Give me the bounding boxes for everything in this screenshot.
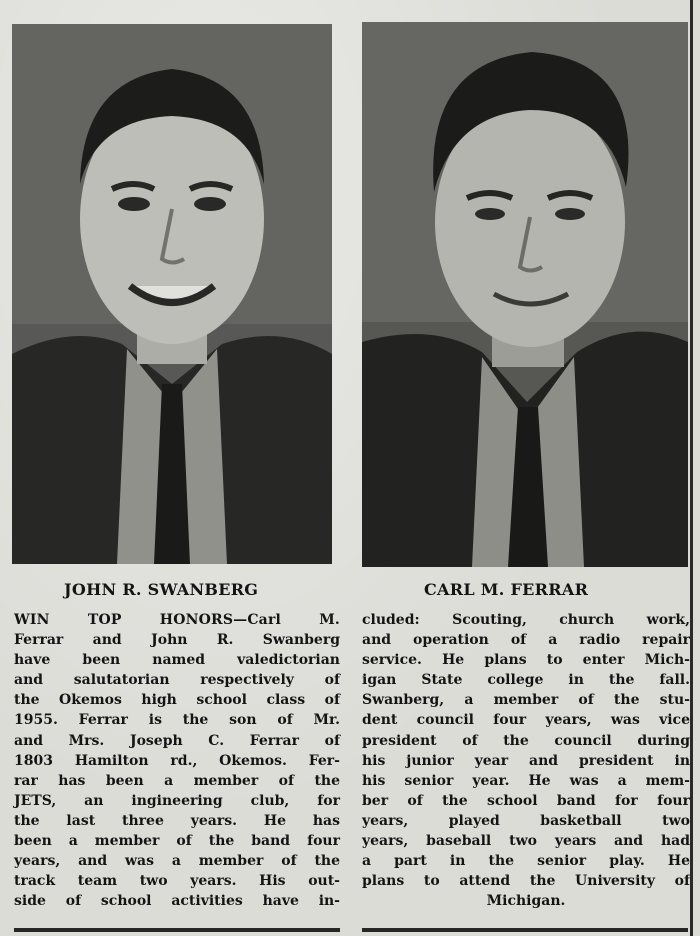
portrait-left-image — [12, 24, 332, 564]
article-line: years, and was a member of the — [14, 853, 340, 870]
article-line: track team two years. His out- — [14, 873, 340, 890]
column-rule — [690, 0, 693, 936]
article-line: Michigan. — [486, 893, 566, 910]
article-line: the Okemos high school class of — [14, 692, 340, 709]
caption-carl-ferrar: CARL M. FERRAR — [424, 580, 589, 599]
article-line: JETS, an ingineering club, for — [14, 792, 340, 809]
article-line: WIN TOP HONORS—Carl M. — [14, 612, 340, 628]
article-line: igan State college in the fall. — [362, 672, 690, 689]
article-line: years, played basketball two — [362, 812, 690, 829]
photo-carl-ferrar — [362, 22, 688, 567]
article-column-left — [14, 610, 340, 911]
bottom-rule-right — [362, 928, 688, 932]
article-line: have been named valedictorian — [14, 652, 340, 669]
article-line: and salutatorian respectively of — [14, 672, 340, 689]
article-line: dent council four years, was vice — [362, 712, 690, 729]
article-line: 1955. Ferrar is the son of Mr. — [14, 712, 340, 729]
article-line: plans to attend the University of — [362, 873, 690, 890]
article-line: cluded: Scouting, church work, — [362, 612, 690, 628]
article-column-right — [362, 610, 690, 911]
article-line: Swanberg, a member of the stu- — [362, 692, 690, 709]
article-line: president of the council during — [362, 732, 690, 749]
article-line: the last three years. He has — [14, 812, 340, 829]
caption-john-swanberg: JOHN R. SWANBERG — [64, 580, 259, 599]
article-line: and operation of a radio repair — [362, 632, 690, 649]
article-line: service. He plans to enter Mich- — [362, 652, 690, 669]
article-line: 1803 Hamilton rd., Okemos. Fer- — [14, 752, 340, 769]
bottom-rule-left — [14, 928, 340, 932]
article-line: his senior year. He was a mem- — [362, 772, 690, 789]
article-line: Ferrar and John R. Swanberg — [14, 632, 340, 649]
article-line: his junior year and president in — [362, 752, 690, 769]
article-line: side of school activities have in- — [14, 893, 340, 910]
portrait-right-image — [362, 22, 688, 567]
photo-john-swanberg — [12, 24, 332, 564]
article-line: ber of the school band for four — [362, 792, 690, 809]
article-line: and Mrs. Joseph C. Ferrar of — [14, 732, 340, 749]
article-line: been a member of the band four — [14, 833, 340, 850]
article-line: a part in the senior play. He — [362, 853, 690, 870]
article-line: rar has been a member of the — [14, 772, 340, 789]
article-line: years, baseball two years and had — [362, 833, 690, 850]
